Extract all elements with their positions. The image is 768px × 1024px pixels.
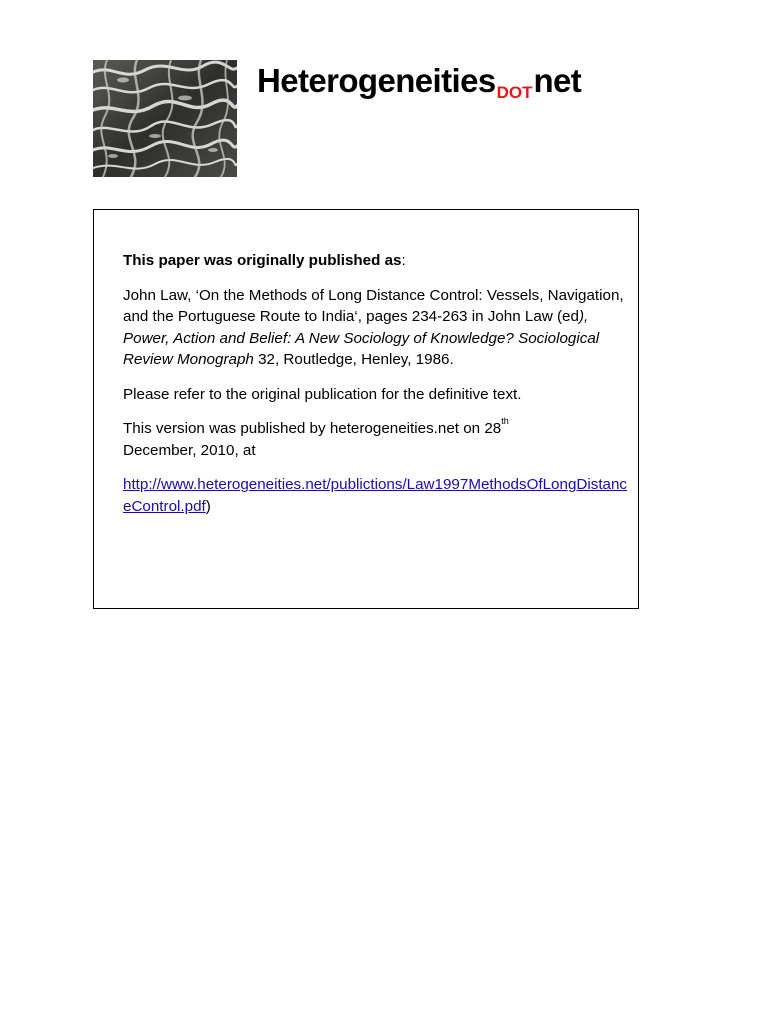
reference-text-start: John Law, ‘On the Methods of Long Distance Control: Vessels, Navigation, and the Portuguese Route to India‘, pages 234-263 in John Law (ed bbox=[123, 286, 624, 325]
citation-box bbox=[93, 209, 639, 609]
reference-paragraph bbox=[123, 285, 635, 371]
version-date-suffix: th bbox=[501, 415, 509, 426]
url-paragraph bbox=[123, 474, 635, 517]
publication-heading bbox=[123, 250, 635, 272]
publication-heading-colon: : bbox=[401, 252, 406, 269]
pdf-url-link[interactable]: http://www.heterogeneities.net/publictions/Law1997MethodsOfLongDistanceControl.pdf bbox=[123, 476, 628, 515]
version-paragraph bbox=[123, 415, 635, 461]
site-title bbox=[257, 58, 581, 110]
site-name-part2: net bbox=[533, 62, 582, 99]
reference-text-end: 32, Routledge, Henley, 1986. bbox=[253, 351, 454, 368]
reference-book-title: ), Power, Action and Belief: A New Sociology of Knowledge? Sociological Review Monograph bbox=[123, 308, 600, 368]
publication-heading-text: This paper was originally published as bbox=[123, 252, 402, 269]
water-caustics-photo bbox=[93, 60, 237, 177]
site-name-dot: DOT bbox=[496, 83, 533, 102]
url-close-paren: ) bbox=[205, 497, 211, 515]
version-text-start: This version was published by heterogeneities.net on 28 bbox=[123, 420, 502, 437]
site-name-part1: Heterogeneities bbox=[257, 62, 496, 99]
citation-content bbox=[123, 250, 635, 530]
version-text-end: December, 2010, at bbox=[123, 441, 256, 459]
refer-note: Please refer to the original publication for the definitive text. bbox=[123, 385, 522, 403]
